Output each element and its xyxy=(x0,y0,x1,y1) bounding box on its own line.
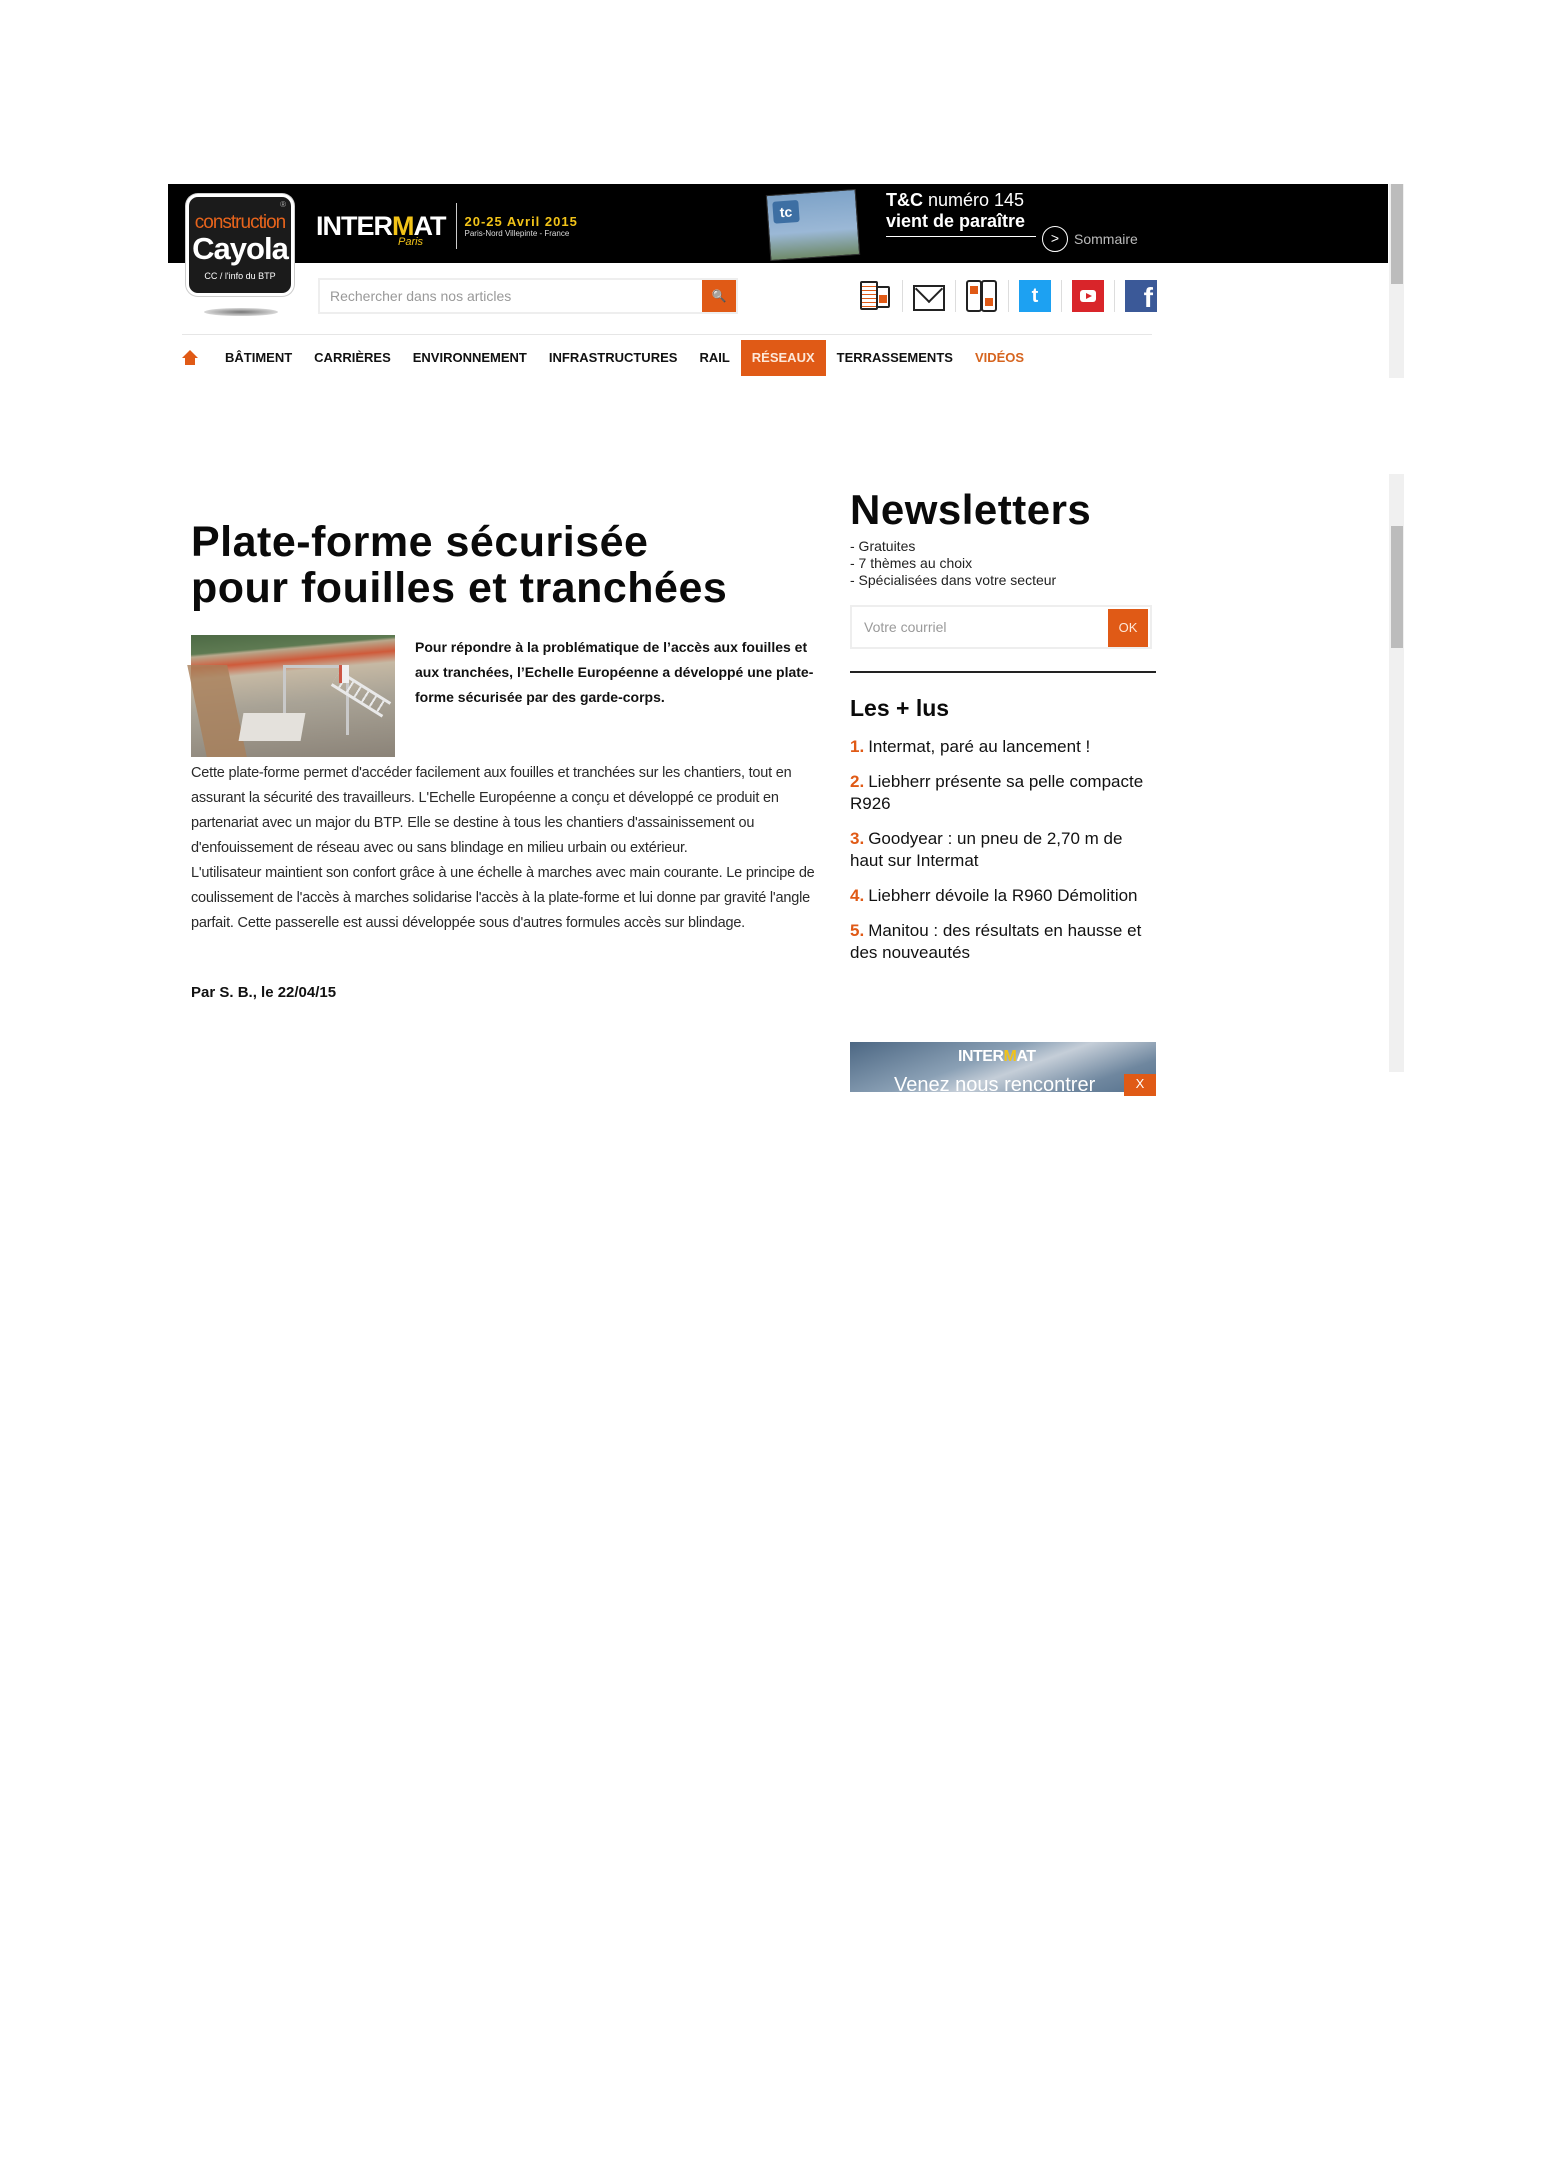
intermat-promo-ad[interactable] xyxy=(850,1042,1156,1096)
search-button[interactable] xyxy=(702,280,736,312)
most-read-title: Les + lus xyxy=(850,695,950,721)
registered-mark: ® xyxy=(280,200,286,209)
nav-item-terrassements[interactable]: TERRASSEMENTS xyxy=(836,350,953,365)
benefit-item: - Gratuites xyxy=(850,538,916,554)
nav-item-videos[interactable]: VIDÉOS xyxy=(974,350,1025,365)
intermat-dates: 20-25 Avril 2015 xyxy=(464,214,578,229)
site-header xyxy=(168,184,1404,378)
nav-item-batiment[interactable]: BÂTIMENT xyxy=(225,350,293,365)
home-icon[interactable] xyxy=(182,350,198,366)
article-body xyxy=(191,761,821,936)
twitter-icon[interactable]: t xyxy=(1019,280,1051,312)
scrollbar-thumb[interactable] xyxy=(1391,526,1403,648)
magazine-icon[interactable] xyxy=(966,280,998,312)
site-logo[interactable] xyxy=(186,194,294,296)
divider xyxy=(1008,280,1009,312)
most-read-item[interactable]: 3. Goodyear : un pneu de 2,70 m de haut sur Intermat xyxy=(850,829,1123,870)
sidebar xyxy=(850,486,1156,1096)
article-photo xyxy=(191,635,395,757)
scrollbar-thumb[interactable] xyxy=(1391,184,1403,284)
newsletters-title: Newsletters xyxy=(850,486,1092,533)
benefit-item: - 7 thèmes au choix xyxy=(850,555,973,571)
newsletter-submit-button[interactable]: OK xyxy=(1108,609,1148,647)
tc-magazine-cover[interactable] xyxy=(766,189,860,261)
youtube-icon[interactable] xyxy=(1072,280,1104,312)
tc-title-rest: numéro 145 xyxy=(923,190,1025,210)
facebook-icon[interactable]: f xyxy=(1125,280,1157,312)
nav-item-carrieres[interactable]: CARRIÈRES xyxy=(314,350,391,365)
divider xyxy=(1061,280,1062,312)
logo-shadow xyxy=(204,308,278,316)
article-lead: Pour répondre à la problématique de l’accès aux fouilles et aux tranchées, l’Echelle Européenne a développé une plate-forme sécurisée par des garde-corps. xyxy=(415,639,814,705)
logo-line1: construction xyxy=(194,212,286,233)
intermat-logo: INTERMAT xyxy=(958,1048,1036,1065)
sommaire-link[interactable] xyxy=(1042,226,1138,252)
most-read-item[interactable]: 5. Manitou : des résultats en hausse et des nouveautés xyxy=(850,921,1142,962)
article-title: Plate-forme sécurisée pour fouilles et tranchées xyxy=(191,518,728,612)
article-paragraph: L'utilisateur maintient son confort grâce à une échelle à marches avec main courante. Le principe de coulissement de l'accès à marches solidarise l'accès à la plate-forme et lui donne par gravité l'angle parfait. Cette passerelle est aussi développée sous d'autres formules accès sur blindage. xyxy=(191,865,815,931)
header-scrollbar[interactable] xyxy=(1389,184,1404,378)
tc-title-bold: T&C xyxy=(886,190,923,210)
article-paragraph: Cette plate-forme permet d'accéder facilement aux fouilles et tranchées sur les chantiers, tout en assurant la sécurité des travailleurs. L'Echelle Européenne a conçu et développé ce produit en partenariat avec un major du BTP. Elle se destine à tous les chantiers d'assainissement ou d'enfouissement de réseau avec ou sans blindage en milieu urbain ou extérieur. xyxy=(191,765,792,856)
intermat-banner-ad[interactable] xyxy=(316,206,578,246)
search-box xyxy=(318,278,738,314)
article-byline: Par S. B., le 22/04/15 xyxy=(191,984,337,1001)
article xyxy=(191,519,821,1001)
most-read-item[interactable]: 1. Intermat, paré au lancement ! xyxy=(850,737,1091,756)
logo-line2: Cayola xyxy=(192,231,288,266)
page-scrollbar[interactable] xyxy=(1389,474,1404,1072)
most-read-item[interactable]: 2. Liebherr présente sa pelle compacte R926 xyxy=(850,772,1144,813)
intermat-place: Paris-Nord Villepinte - France xyxy=(464,229,570,238)
digital-edition-icon[interactable] xyxy=(860,280,892,312)
social-links xyxy=(850,280,1167,312)
divider xyxy=(955,280,956,312)
logo-tagline: CC / l'info du BTP xyxy=(204,271,276,281)
search-icon: 🔍 xyxy=(711,289,727,303)
email-field[interactable] xyxy=(852,607,1110,647)
close-icon[interactable]: X xyxy=(1124,1074,1156,1096)
sidebar-divider xyxy=(850,671,1156,673)
article-page xyxy=(168,474,1404,1096)
main-nav xyxy=(182,340,1035,376)
intermat-city: Paris xyxy=(398,236,424,248)
nav-divider xyxy=(182,334,1152,335)
tc-issue-announcement[interactable] xyxy=(886,190,1036,237)
divider xyxy=(902,280,903,312)
arrow-right-circle-icon: > xyxy=(1042,226,1068,252)
intermat-logo: INTERMAT xyxy=(316,210,446,241)
nav-item-environnement[interactable]: ENVIRONNEMENT xyxy=(412,350,527,365)
most-read-list xyxy=(850,736,1156,964)
nav-item-infrastructures[interactable]: INFRASTRUCTURES xyxy=(548,350,678,365)
nav-item-rail[interactable]: RAIL xyxy=(699,350,730,365)
tc-cover-logo: tc xyxy=(772,200,799,224)
search-input[interactable] xyxy=(320,280,700,312)
newsletter-benefits xyxy=(850,538,1156,589)
divider xyxy=(1114,280,1115,312)
nav-item-reseaux[interactable]: RÉSEAUX xyxy=(741,340,826,376)
newsletter-mail-icon[interactable] xyxy=(913,285,945,311)
newsletter-form xyxy=(850,605,1152,649)
promo-cta: Venez nous rencontrer xyxy=(894,1074,1096,1096)
tc-subtitle: vient de paraître xyxy=(886,211,1036,237)
sommaire-label: Sommaire xyxy=(1074,231,1138,247)
benefit-item: - Spécialisées dans votre secteur xyxy=(850,572,1057,588)
banner-divider xyxy=(456,203,457,249)
most-read-item[interactable]: 4. Liebherr dévoile la R960 Démolition xyxy=(850,886,1138,905)
